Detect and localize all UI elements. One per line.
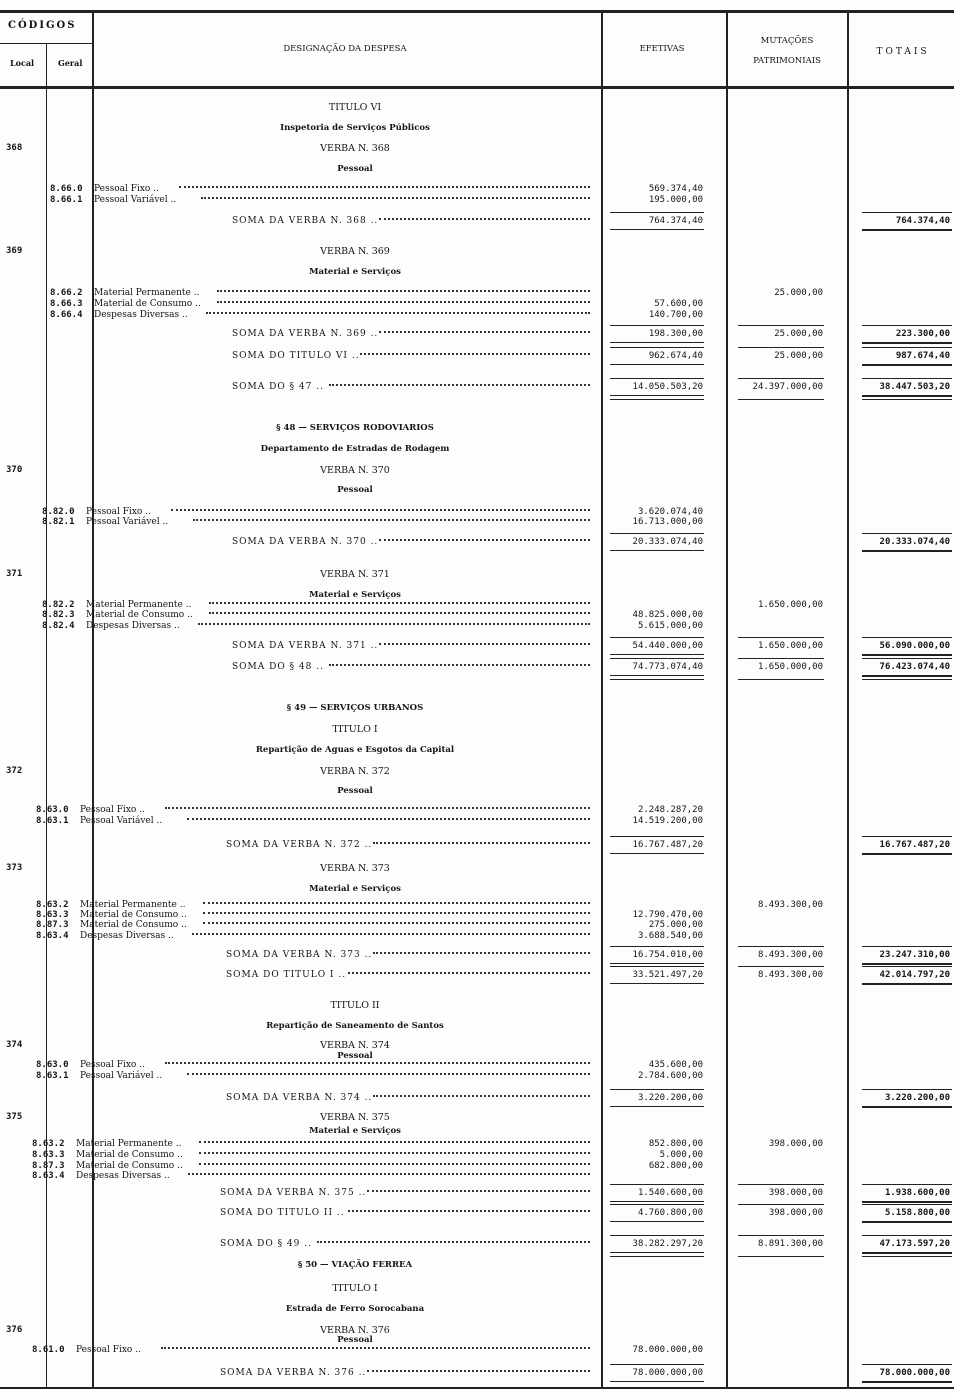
sum-rule-totais-under <box>862 983 952 985</box>
efetivas-value: 962.674,40 <box>648 351 703 361</box>
leader-dots <box>206 312 590 320</box>
sum-rule-totais <box>862 378 952 379</box>
section-heading: Pessoal <box>337 1051 373 1061</box>
totais-value: 38.447.503,20 <box>879 382 950 392</box>
efetivas-value: 195.000,00 <box>648 195 703 205</box>
soma-label: SOMA DA VERBA N. 369 .. <box>232 329 379 339</box>
item-label: Pessoal Variável .. <box>80 816 163 826</box>
sum-rule-mutacoes <box>738 1204 824 1205</box>
leader-dots <box>217 290 590 298</box>
efetivas-value: 3.688.540,00 <box>637 931 703 941</box>
sum-rule-efetivas <box>610 533 704 534</box>
efetivas-value: 16.754.010,00 <box>632 950 703 960</box>
sum-rule-efetivas <box>610 946 704 947</box>
section-heading: Pessoal <box>337 485 373 495</box>
efetivas-value: 682.800,00 <box>648 1161 703 1171</box>
efetivas-value: 16.713.000,00 <box>632 517 703 527</box>
sum-rule-totais <box>862 1364 952 1365</box>
leader-dots <box>379 643 590 651</box>
section-heading: VERBA N. 376 <box>320 1325 390 1336</box>
section-heading: Material e Serviços <box>309 1126 401 1136</box>
header-mutacoes-2: PATRIMONIAIS <box>753 56 821 66</box>
sum-rule-totais <box>862 637 952 638</box>
totais-value: 20.333.074,40 <box>879 537 950 547</box>
leader-dots <box>367 1190 590 1198</box>
soma-label: SOMA DA VERBA N. 370 .. <box>232 537 379 547</box>
double-rule <box>610 679 704 680</box>
sum-rule-totais-under <box>862 1252 952 1254</box>
efetivas-value: 57.600,00 <box>654 299 703 309</box>
leader-dots <box>203 912 590 920</box>
sum-rule-totais-under <box>862 1221 952 1223</box>
sum-rule-efetivas-under <box>610 1381 704 1382</box>
mutacoes-value: 25.000,00 <box>774 351 823 361</box>
soma-label: SOMA DO TITULO II .. <box>220 1208 345 1218</box>
leader-dots <box>379 539 590 547</box>
sum-rule-totais-under <box>862 342 952 344</box>
item-label: Material Permanente .. <box>94 288 200 298</box>
efetivas-value: 140.700,00 <box>648 310 703 320</box>
double-rule <box>862 1256 952 1257</box>
section-heading: Material e Serviços <box>309 884 401 894</box>
item-label: Despesas Diversas .. <box>86 621 180 631</box>
sum-rule-mutacoes <box>738 946 824 947</box>
local-code: 369 <box>6 246 23 256</box>
sum-rule-efetivas <box>610 347 704 348</box>
sum-rule-totais-under <box>862 675 952 677</box>
section-heading: Pessoal <box>337 786 373 796</box>
totais-value: 1.938.600,00 <box>884 1188 950 1198</box>
header-codigos: CÓDIGOS <box>8 20 77 31</box>
item-label: Pessoal Fixo .. <box>76 1345 141 1355</box>
section-heading: VERBA N. 375 <box>320 1112 390 1123</box>
item-label: Material Permanente .. <box>76 1139 182 1149</box>
section-heading: Departamento de Estradas de Rodagem <box>260 444 450 454</box>
geral-code: 8.61.0 <box>32 1345 65 1355</box>
sum-rule-efetivas <box>610 836 704 837</box>
sum-rule-efetivas-under <box>610 395 704 396</box>
totais-value: 56.090.000,00 <box>879 641 950 651</box>
leader-dots <box>193 519 590 527</box>
sum-rule-totais-under <box>862 364 952 366</box>
item-label: Material Permanente .. <box>80 900 186 910</box>
item-label: Material de Consumo .. <box>80 920 187 930</box>
col-divider-geral <box>92 12 94 1388</box>
item-label: Material de Consumo .. <box>76 1150 183 1160</box>
geral-code: 8.66.3 <box>50 299 83 309</box>
sum-rule-totais <box>862 658 952 659</box>
local-code: 370 <box>6 465 23 475</box>
efetivas-value: 38.282.297,20 <box>632 1239 703 1249</box>
geral-code: 8.63.3 <box>32 1150 65 1160</box>
efetivas-value: 14.050.503,20 <box>632 382 703 392</box>
soma-label: SOMA DO § 48 .. <box>232 662 324 672</box>
geral-code: 8.66.1 <box>50 195 83 205</box>
sum-rule-totais <box>862 946 952 947</box>
sum-rule-totais-under <box>862 853 952 855</box>
efetivas-value: 852.800,00 <box>648 1139 703 1149</box>
sum-rule-efetivas-under <box>610 675 704 676</box>
leader-dots <box>360 353 590 361</box>
mutacoes-value: 24.397.000,00 <box>752 382 823 392</box>
section-heading: Inspetoria de Serviços Públicos <box>280 123 430 133</box>
sum-rule-mutacoes <box>738 325 824 326</box>
geral-code: 8.63.4 <box>32 1171 65 1181</box>
mutacoes-value: 1.650.000,00 <box>757 600 823 610</box>
section-heading: § 49 — SERVIÇOS URBANOS <box>286 703 424 713</box>
soma-label: SOMA DA VERBA N. 375 .. <box>220 1188 367 1198</box>
double-rule <box>862 399 952 400</box>
totais-value: 987.674,40 <box>895 351 950 361</box>
sum-rule-efetivas-under <box>610 550 704 551</box>
leader-dots <box>217 301 590 309</box>
soma-label: SOMA DA VERBA N. 372 .. <box>226 840 373 850</box>
header-totais: TOTAIS <box>876 47 930 57</box>
sum-rule-mutacoes <box>738 637 824 638</box>
efetivas-value: 14.519.200,00 <box>632 816 703 826</box>
sum-rule-totais <box>862 533 952 534</box>
efetivas-value: 3.220.200,00 <box>637 1093 703 1103</box>
header-designacao: DESIGNAÇÃO DA DESPESA <box>283 44 407 54</box>
totais-value: 78.000.000,00 <box>879 1368 950 1378</box>
item-label: Pessoal Fixo .. <box>86 507 151 517</box>
mutacoes-value: 8.493.300,00 <box>757 900 823 910</box>
local-code: 368 <box>6 143 23 153</box>
top-rule <box>0 10 954 13</box>
local-code: 375 <box>6 1112 23 1122</box>
geral-code: 8.63.3 <box>36 910 69 920</box>
sum-rule-efetivas-under <box>610 1252 704 1253</box>
mutacoes-value: 25.000,00 <box>774 288 823 298</box>
sum-rule-efetivas-under <box>610 342 704 343</box>
mutacoes-value: 398.000,00 <box>768 1188 823 1198</box>
sum-rule-totais <box>862 325 952 326</box>
sum-rule-totais <box>862 836 952 837</box>
section-heading: VERBA N. 371 <box>320 569 390 580</box>
sum-rule-totais <box>862 1235 952 1236</box>
soma-label: SOMA DA VERBA N. 371 .. <box>232 641 379 651</box>
local-code: 372 <box>6 766 23 776</box>
section-heading: TITULO VI <box>328 102 382 113</box>
header-bottom-rule <box>0 86 954 89</box>
double-rule <box>610 1256 704 1257</box>
leader-dots <box>198 623 590 631</box>
sum-rule-efetivas-under <box>610 963 704 964</box>
leader-dots <box>171 509 590 517</box>
sum-rule-efetivas <box>610 325 704 326</box>
section-heading: VERBA N. 372 <box>320 766 390 777</box>
sum-rule-totais-under <box>862 229 952 231</box>
section-heading: TITULO I <box>332 724 378 735</box>
totais-value: 764.374,40 <box>895 216 950 226</box>
efetivas-value: 275.000,00 <box>648 920 703 930</box>
leader-dots <box>373 1095 590 1103</box>
section-heading: Estrada de Ferro Sorocabana <box>285 1304 425 1314</box>
efetivas-value: 12.790.470,00 <box>632 910 703 920</box>
header-efetivas: EFETIVAS <box>639 44 685 54</box>
section-heading: § 48 — SERVIÇOS RODOVIARIOS <box>276 423 434 433</box>
item-label: Pessoal Fixo .. <box>94 184 159 194</box>
mutacoes-value: 8.493.300,00 <box>757 970 823 980</box>
leader-dots <box>373 842 590 850</box>
leader-dots <box>201 197 590 205</box>
geral-code: 8.63.0 <box>36 805 69 815</box>
double-rule <box>738 1256 824 1257</box>
item-label: Material de Consumo .. <box>86 610 193 620</box>
leader-dots <box>379 218 590 226</box>
leader-dots <box>348 1210 590 1218</box>
sum-rule-efetivas <box>610 966 704 967</box>
sum-rule-efetivas <box>610 378 704 379</box>
geral-code: 8.63.4 <box>36 931 69 941</box>
mutacoes-value: 1.650.000,00 <box>757 641 823 651</box>
soma-label: SOMA DO TITULO I .. <box>226 970 347 980</box>
geral-code: 8.63.1 <box>36 1071 69 1081</box>
col-divider-designacao <box>601 12 603 1388</box>
header-mutacoes-1: MUTAÇÕES <box>760 36 814 46</box>
efetivas-value: 78.000.000,00 <box>632 1345 703 1355</box>
sum-rule-totais-under <box>862 550 952 552</box>
sum-rule-totais-under <box>862 654 952 656</box>
geral-code: 8.82.0 <box>42 507 75 517</box>
sum-rule-efetivas-under <box>610 983 704 984</box>
soma-label: SOMA DA VERBA N. 373 .. <box>226 950 373 960</box>
item-label: Despesas Diversas .. <box>80 931 174 941</box>
leader-dots <box>161 1347 590 1355</box>
header-geral: Geral <box>58 58 83 68</box>
sum-rule-efetivas-under <box>610 853 704 854</box>
geral-code: 8.87.3 <box>36 920 69 930</box>
sum-rule-mutacoes <box>738 1235 824 1236</box>
efetivas-value: 764.374,40 <box>648 216 703 226</box>
sum-rule-efetivas-under <box>610 654 704 655</box>
geral-code: 8.82.4 <box>42 621 75 631</box>
geral-code: 8.82.1 <box>42 517 75 527</box>
item-label: Material de Consumo .. <box>76 1161 183 1171</box>
col-divider-local <box>46 43 47 1388</box>
bottom-rule <box>0 1387 954 1389</box>
geral-code: 8.63.2 <box>32 1139 65 1149</box>
sum-rule-efetivas-under <box>610 364 704 365</box>
section-heading: Pessoal <box>337 1335 373 1345</box>
mutacoes-value: 8.493.300,00 <box>757 950 823 960</box>
geral-code: 8.66.2 <box>50 288 83 298</box>
section-heading: § 50 — VIAÇÃO FERREA <box>297 1260 413 1270</box>
leader-dots <box>379 331 590 339</box>
leader-dots <box>165 807 590 815</box>
item-label: Pessoal Variável .. <box>80 1071 163 1081</box>
soma-label: SOMA DO § 49 .. <box>220 1239 312 1249</box>
sum-rule-mutacoes <box>738 658 824 659</box>
leader-dots <box>165 1062 590 1070</box>
leader-dots <box>187 1073 590 1081</box>
sum-rule-mutacoes <box>738 347 824 348</box>
sum-rule-totais-under <box>862 1381 952 1383</box>
efetivas-value: 48.825.000,00 <box>632 610 703 620</box>
sum-rule-totais <box>862 1204 952 1205</box>
section-heading: VERBA N. 373 <box>320 863 390 874</box>
section-heading: VERBA N. 369 <box>320 246 390 257</box>
col-divider-mutacoes <box>847 12 849 1388</box>
efetivas-value: 1.540.600,00 <box>637 1188 703 1198</box>
soma-label: SOMA DA VERBA N. 368 .. <box>232 216 379 226</box>
sum-rule-mutacoes <box>738 1184 824 1185</box>
mutacoes-value: 398.000,00 <box>768 1208 823 1218</box>
section-heading: Material e Serviços <box>309 590 401 600</box>
sum-rule-totais <box>862 966 952 967</box>
sum-rule-efetivas-under <box>610 1221 704 1222</box>
efetivas-value: 435.600,00 <box>648 1060 703 1070</box>
sum-rule-totais-under <box>862 1201 952 1203</box>
sum-rule-totais <box>862 1184 952 1185</box>
sum-rule-efetivas-under <box>610 1106 704 1107</box>
section-heading: VERBA N. 374 <box>320 1040 390 1051</box>
leader-dots <box>209 602 590 610</box>
efetivas-value: 74.773.074,40 <box>632 662 703 672</box>
mutacoes-value: 1.650.000,00 <box>757 662 823 672</box>
sum-rule-efetivas <box>610 637 704 638</box>
double-rule <box>738 679 824 680</box>
section-heading: VERBA N. 368 <box>320 143 390 154</box>
leader-dots <box>199 1141 590 1149</box>
sum-rule-mutacoes <box>738 966 824 967</box>
section-heading: TITULO II <box>330 1000 380 1011</box>
leader-dots <box>373 952 590 960</box>
sum-rule-totais-under <box>862 1106 952 1108</box>
mutacoes-value: 25.000,00 <box>774 329 823 339</box>
totais-value: 3.220.200,00 <box>884 1093 950 1103</box>
local-code: 374 <box>6 1040 23 1050</box>
mutacoes-value: 398.000,00 <box>768 1139 823 1149</box>
geral-code: 8.63.0 <box>36 1060 69 1070</box>
sum-rule-efetivas <box>610 212 704 213</box>
sum-rule-efetivas-under <box>610 1201 704 1202</box>
double-rule <box>738 399 824 400</box>
item-label: Material de Consumo .. <box>80 910 187 920</box>
geral-code: 8.66.0 <box>50 184 83 194</box>
efetivas-value: 54.440.000,00 <box>632 641 703 651</box>
soma-label: SOMA DO TITULO VI .. <box>232 351 360 361</box>
item-label: Material Permanente .. <box>86 600 192 610</box>
efetivas-value: 198.300,00 <box>648 329 703 339</box>
leader-dots <box>179 186 590 194</box>
section-heading: Repartição de Saneamento de Santos <box>266 1021 444 1031</box>
item-label: Pessoal Fixo .. <box>80 805 145 815</box>
geral-code: 8.63.1 <box>36 816 69 826</box>
leader-dots <box>367 1370 590 1378</box>
sum-rule-efetivas <box>610 1364 704 1365</box>
sum-rule-totais <box>862 347 952 348</box>
item-label: Pessoal Variável .. <box>94 195 177 205</box>
totais-value: 23.247.310,00 <box>879 950 950 960</box>
leader-dots <box>329 664 590 672</box>
leader-dots <box>188 1173 590 1181</box>
sum-rule-mutacoes <box>738 378 824 379</box>
col-divider-efetivas <box>726 12 728 1388</box>
sum-rule-totais-under <box>862 963 952 965</box>
efetivas-value: 4.760.800,00 <box>637 1208 703 1218</box>
section-heading: Material e Serviços <box>309 267 401 277</box>
leader-dots <box>329 384 590 392</box>
soma-label: SOMA DA VERBA N. 374 .. <box>226 1093 373 1103</box>
local-code: 371 <box>6 569 23 579</box>
sum-rule-efetivas-under <box>610 229 704 230</box>
sum-rule-totais <box>862 212 952 213</box>
efetivas-value: 3.620.074,40 <box>637 507 703 517</box>
totais-value: 5.158.800,00 <box>884 1208 950 1218</box>
efetivas-value: 16.767.487,20 <box>632 840 703 850</box>
efetivas-value: 2.784.600,00 <box>637 1071 703 1081</box>
geral-code: 8.82.3 <box>42 610 75 620</box>
double-rule <box>862 679 952 680</box>
section-heading: VERBA N. 370 <box>320 465 390 476</box>
double-rule <box>610 399 704 400</box>
sum-rule-totais <box>862 1089 952 1090</box>
local-code: 373 <box>6 863 23 873</box>
geral-code: 8.87.3 <box>32 1161 65 1171</box>
leader-dots <box>317 1241 590 1249</box>
leader-dots <box>203 902 590 910</box>
sum-rule-efetivas <box>610 1089 704 1090</box>
soma-label: SOMA DO § 47 .. <box>232 382 324 392</box>
sum-rule-totais-under <box>862 395 952 397</box>
efetivas-value: 5.000,00 <box>659 1150 703 1160</box>
efetivas-value: 78.000.000,00 <box>632 1368 703 1378</box>
totais-value: 16.767.487,20 <box>879 840 950 850</box>
local-code: 376 <box>6 1325 23 1335</box>
efetivas-value: 5.615.000,00 <box>637 621 703 631</box>
leader-dots <box>187 818 590 826</box>
section-heading: TITULO I <box>332 1283 378 1294</box>
totais-value: 47.173.597,20 <box>879 1239 950 1249</box>
sum-rule-efetivas <box>610 658 704 659</box>
section-heading: Repartição de Aguas e Esgotos da Capital <box>255 745 455 755</box>
leader-dots <box>348 972 590 980</box>
soma-label: SOMA DA VERBA N. 376 .. <box>220 1368 367 1378</box>
sum-rule-efetivas <box>610 1204 704 1205</box>
sum-rule-efetivas <box>610 1235 704 1236</box>
geral-code: 8.63.2 <box>36 900 69 910</box>
item-label: Material de Consumo .. <box>94 299 201 309</box>
totais-value: 76.423.074,40 <box>879 662 950 672</box>
section-heading: Pessoal <box>337 164 373 174</box>
leader-dots <box>199 1163 590 1171</box>
leader-dots <box>203 922 590 930</box>
efetivas-value: 2.248.287,20 <box>637 805 703 815</box>
item-label: Despesas Diversas .. <box>76 1171 170 1181</box>
header-local: Local <box>10 58 35 68</box>
sum-rule-efetivas <box>610 1184 704 1185</box>
geral-code: 8.66.4 <box>50 310 83 320</box>
efetivas-value: 20.333.074,40 <box>632 537 703 547</box>
item-label: Pessoal Variável .. <box>86 517 169 527</box>
item-label: Despesas Diversas .. <box>94 310 188 320</box>
totais-value: 42.014.797,20 <box>879 970 950 980</box>
mutacoes-value: 8.891.300,00 <box>757 1239 823 1249</box>
leader-dots <box>209 612 590 620</box>
geral-code: 8.82.2 <box>42 600 75 610</box>
item-label: Pessoal Fixo .. <box>80 1060 145 1070</box>
leader-dots <box>192 933 590 941</box>
totais-value: 223.300,00 <box>895 329 950 339</box>
efetivas-value: 33.521.497,20 <box>632 970 703 980</box>
efetivas-value: 569.374,40 <box>648 184 703 194</box>
leader-dots <box>199 1152 590 1160</box>
